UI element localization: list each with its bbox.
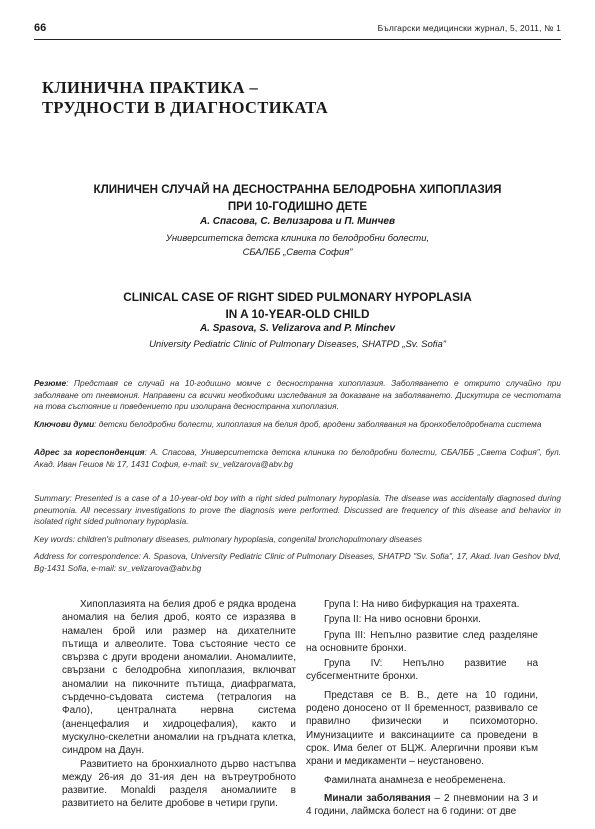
list-item-group-3: Група III: Непълно развитие след разделяне на основните бронхи. [306, 629, 538, 654]
body-column-left [62, 598, 296, 811]
paragraph: Представя се В. В., дете на 10 години, родено доносено от II бременност, развивало се правилно физически и психомоторно. Имунизациите и ваксинациите са проведени в срок. Има белег от БЦЖ. Алергични прояви към храни и медикаменти – неустановено. [306, 689, 538, 768]
list-item-group-1: Група I: На ниво бифуркация на трахеята. [324, 599, 520, 610]
section-title-line1: КЛИНИЧНА ПРАКТИКА – [42, 78, 259, 97]
list-item-group-4: Група IV: Непълно развитие на субсегментните бронхи. [306, 658, 538, 683]
article-title-en-line1: CLINICAL CASE OF RIGHT SIDED PULMONARY HYPOPLASIA [123, 290, 472, 304]
address-bg-label: Адрес за кореспонденция [34, 447, 145, 457]
section-title [42, 78, 328, 118]
article-title-en [40, 289, 555, 323]
past-diseases-text: – 2 пневмонии на 3 и 4 години, лаймска болест на 6 години: от две [306, 792, 538, 818]
list-item-group-2: Група II: На ниво основни бронхи. [324, 614, 481, 626]
running-header [34, 22, 561, 36]
article-title-bg-line1: КЛИНИЧЕН СЛУЧАЙ НА ДЕСНОСТРАННА БЕЛОДРОБНА ХИПОПЛАЗИЯ [93, 183, 502, 196]
article-title-bg [40, 181, 555, 215]
keywords-bg-label: Ключови думи [34, 419, 95, 429]
paragraph: Развитието на бронхиалното дърво настъпва между 26-ия до 31-ия ден на вътреутробното развитие. Monaldi разделя аномалиите в развитието на белите дробове в четири групи. [62, 758, 296, 810]
article-title-en-line2: IN A 10-YEAR-OLD CHILD [225, 307, 370, 321]
keywords-bg [34, 419, 561, 431]
past-diseases-label: Минали заболявания [324, 792, 431, 804]
body-column-right [306, 598, 538, 818]
affiliation-bg-line1: Университетска детска клиника по белодробни болести, [165, 233, 430, 244]
keywords-bg-text: : детски белодробни болести, хипоплазия на белия дроб, вродени заболявания на бронхобелодробната система [94, 419, 542, 429]
address-en: Address for correspondence: A. Spasova, University Pediatric Clinic of Pulmonary Diseases, SHATPD "Sv. Sofia", 17, Akad. Ivan Geshov blvd, Bg-1431 Sofia, e-mail: sv_velizarova@abv.bg [34, 551, 561, 573]
keywords-en: Key words: children's pulmonary diseases, pulmonary hypoplasia, congenital bronchopulmonary diseases [34, 534, 423, 544]
article-title-bg-line2: ПРИ 10-ГОДИШНО ДЕТЕ [227, 200, 368, 213]
paragraph: Фамилната анамнеза е необременена. [324, 774, 506, 786]
abstract-bg-text: : Представя се случай на 10-годишно момче с десностранна хипоплазия. Заболяването е открито случайно при заболяване от пневмония. Направени са всички необходими изследвания за доказване на заболяването. Дискутира се честотата на това състояние и поведението при изолирана десностранна хипоплазия. [34, 378, 561, 412]
paragraph [306, 792, 538, 819]
authors-bg: А. Спасова, С. Велизарова и П. Минчев [199, 216, 396, 227]
affiliation-bg [40, 232, 555, 260]
authors-en: A. Spasova, S. Velizarova and P. Minchev [199, 323, 396, 334]
section-title-line2: ТРУДНОСТИ В ДИАГНОСТИКАТА [42, 98, 329, 117]
page-number: 66 [34, 22, 47, 34]
affiliation-bg-line2: СБАЛББ „Света София” [242, 247, 353, 258]
address-bg-text: : А. Спасова, Университетска детска клиника по белодробни болести, СБАЛББ „Света София”, бул. Акад. Иван Гешов № 17, 1431 София, e-mail: sv_velizarova@abv.bg [34, 447, 561, 469]
summary-en: Summary: Presented is a case of a 10-year-old boy with a right sided pulmonary hypoplasia. The disease was accidentally diagnosed during pneumonia. All necessary investigations to prove the diagnosis were performed. Discussed are frequency of this disease and behavior in isolated right sided pulmonary hypoplasia. [34, 493, 561, 527]
abstract-bg [34, 378, 561, 413]
header-rule [34, 39, 561, 40]
abstract-bg-label: Резюме [34, 378, 67, 388]
paragraph: Хипоплазията на белия дроб е рядка вродена аномалия на белия дроб, която се изразява в намален брой или размер на дихателните пътища и алвеолите. Това състояние често се свързва с други вродени аномалии. Аномалиите, свързани с белодробна хипоплазия, включват аномалии на пикочните пътища, диафрагмата, сърдечно-съдовата система (тетралогия на Фало), централната нервна система (аненцефалия и хидроцефалия), както и мускулно-скелетни аномалии на гръдната клетка, синдром на Даун. [62, 599, 296, 757]
address-bg [34, 447, 561, 470]
journal-citation: Български медицински журнал, 5, 2011, № 1 [377, 23, 561, 33]
affiliation-en: University Pediatric Clinic of Pulmonary Diseases, SHATPD „Sv. Sofia” [149, 339, 446, 350]
